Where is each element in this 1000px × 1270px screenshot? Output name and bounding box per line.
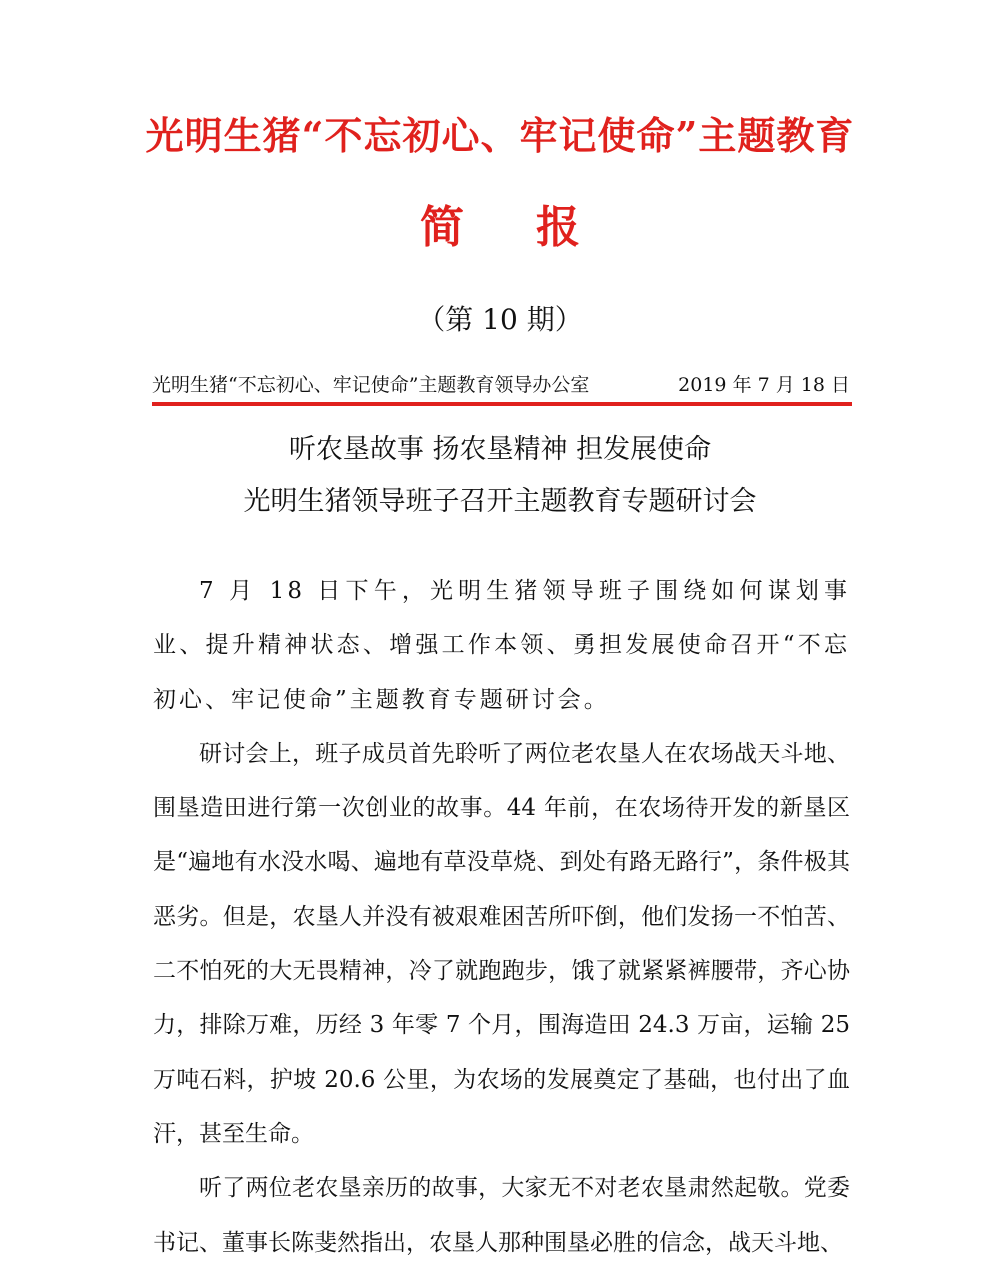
article-paragraph: 听了两位老农垦亲历的故事，大家无不对老农垦肃然起敬。党委书记、董事长陈斐然指出，农垦人那种围垦必胜的信念，战天斗地、 [153, 1175, 850, 1256]
subtitle-char-1: 简 [420, 202, 464, 253]
issue-number: （第 10 期） [417, 303, 583, 336]
bulletin-title: 光明生猪“不忘初心、牢记使命”主题教育 [145, 113, 855, 158]
issuing-office: 光明生猪“不忘初心、牢记使命”主题教育领导办公室 [152, 374, 590, 396]
issue-date: 2019 年 7 月 18 日 [678, 374, 850, 396]
article-headline-line-2: 光明生猪领导班子召开主题教育专题研讨会 [243, 486, 757, 517]
article-body [153, 564, 850, 1270]
article-paragraph: 7 月 18 日下午，光明生猪领导班子围绕如何谋划事业、提升精神状态、增强工作本领、勇担发展使命召开“不忘初心、牢记使命”主题教育专题研讨会。 [153, 578, 850, 713]
red-divider [152, 402, 852, 406]
issuer-line [152, 370, 850, 400]
article-headline-line-1: 听农垦故事 扬农垦精神 担发展使命 [288, 434, 712, 465]
bulletin-subtitle [0, 196, 1000, 260]
subtitle-char-2: 报 [536, 202, 580, 253]
article-paragraph: 研讨会上，班子成员首先聆听了两位老农垦人在农场战天斗地、围垦造田进行第一次创业的故事。44 年前，在农场待开发的新垦区是“遍地有水没水喝、遍地有草没草烧、到处有路无路行”，条件极其恶劣。但是，农垦人并没有被艰难困苦所吓倒，他们发扬一不怕苦、二不怕死的大无畏精神，冷了就跑跑步，饿了就紧紧裤腰带，齐心协力，排除万难，历经 3 年零 7 个月，围海造田 24.3 万亩，运输 25 万吨石料，护坡 20.6 公里，为农场的发展奠定了基础，也付出了血汗，甚至生命。 [153, 740, 850, 1147]
